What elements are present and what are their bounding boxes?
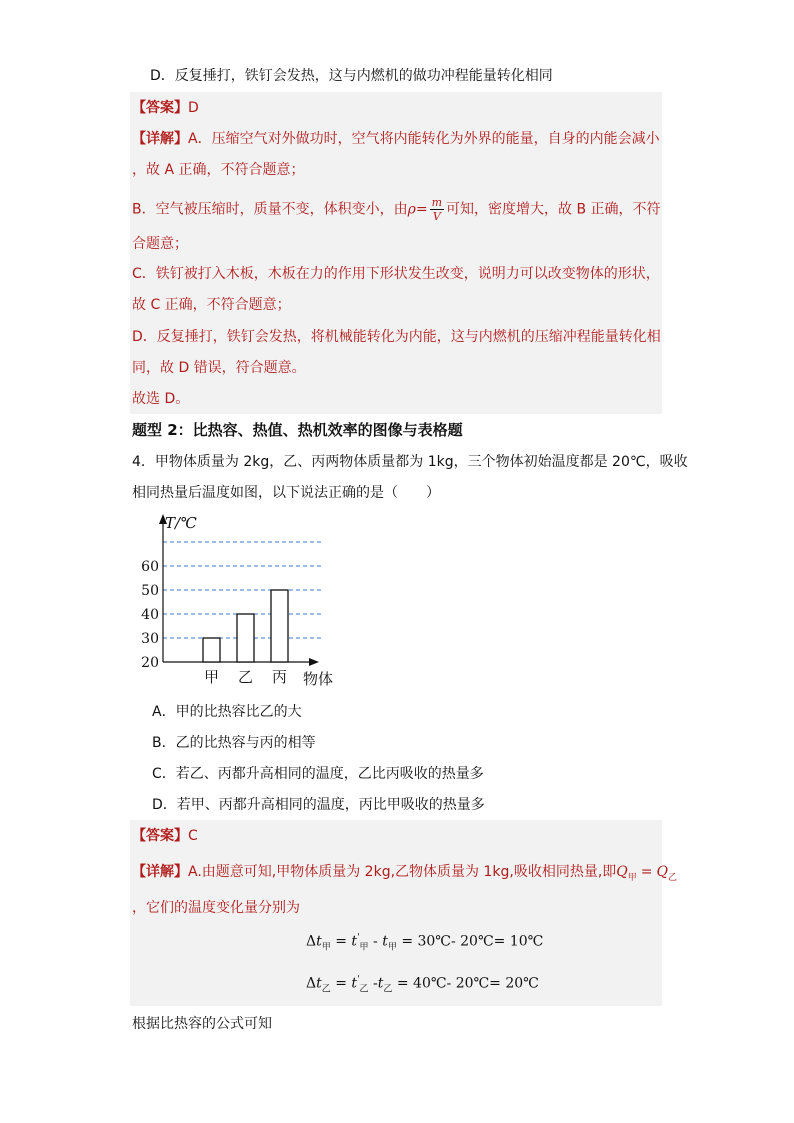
q4-answer: 【答案】C xyxy=(132,828,198,844)
x-tick-label-0: 甲 xyxy=(203,668,220,686)
bar-1 xyxy=(237,614,254,662)
detail-label: 【详解】 xyxy=(132,131,188,147)
x-tick-label-1: 乙 xyxy=(237,668,254,686)
q4-option-b: B．乙的比热容与丙的相等 xyxy=(152,735,316,751)
y-tick-label-2: 40 xyxy=(141,607,159,623)
q4-option-c: C．若乙、丙都升高相同的温度，乙比丙吸收的热量多 xyxy=(152,766,484,782)
x-tick-label-2: 丙 xyxy=(271,668,288,686)
x-axis-label: 物体 xyxy=(303,670,334,688)
q4-stem-line2: 相同热量后温度如图，以下说法正确的是（ ） xyxy=(132,485,440,501)
q4-closing: 根据比热容的公式可知 xyxy=(132,1016,272,1032)
q3-detail-a2: ，故 A 正确，不符合题意； xyxy=(132,162,305,178)
density-fraction: $\frac{m}{V}$ xyxy=(431,196,443,223)
q3-answer xyxy=(132,98,199,118)
q4-detail-line1: 【详解】A.由题意可知,甲物体质量为 2kg,乙物体质量为 1kg,吸收相同热量,即$Q_甲 = Q_乙$ xyxy=(132,864,678,883)
temperature-bar-chart xyxy=(125,508,345,688)
y-tick-label-4: 60 xyxy=(141,559,159,575)
q4-option-d: D．若甲、丙都升高相同的温度，丙比甲吸收的热量多 xyxy=(152,797,485,813)
bar-0 xyxy=(203,638,220,662)
q4-stem-line1: 4．甲物体质量为 2kg，乙、丙两物体质量都为 1kg，三个物体初始温度都是 20℃，吸收 xyxy=(132,454,688,470)
q3-detail-d2: 同，故 D 错误，符合题意。 xyxy=(132,360,306,376)
formula-delta-t-yi: $\Delta t_乙 = t'_乙$ $-t_乙$ = 40℃- 20℃= 20℃ xyxy=(306,975,539,995)
prev-option-d: D．反复捶打，铁钉会发热，这与内燃机的做功冲程能量转化相同 xyxy=(150,68,553,84)
q3-detail-c2: 故 C 正确，不符合题意； xyxy=(132,297,291,313)
q4-detail-line2: ，它们的温度变化量分别为 xyxy=(132,900,300,916)
section-title: 题型 2：比热容、热值、热机效率的图像与表格题 xyxy=(132,421,463,439)
y-axis-label: T/℃ xyxy=(165,514,197,532)
q3-conclusion: 故选 D。 xyxy=(132,391,190,407)
bar-2 xyxy=(271,590,288,662)
y-tick-label-1: 30 xyxy=(141,631,159,647)
q3-detail-d1: D．反复捶打，铁钉会发热，将机械能转化为内能，这与内燃机的压缩冲程能量转化相 xyxy=(132,329,661,345)
answer-label: 【答案】 xyxy=(132,100,188,116)
q4-option-a: A．甲的比热容比乙的大 xyxy=(152,704,302,720)
x-axis-arrow xyxy=(309,658,319,666)
q3-detail-b2: 合题意； xyxy=(132,236,188,252)
q3-detail-a1: 【详解】A．压缩空气对外做功时，空气将内能转化为外界的能量，自身的内能会减小 xyxy=(132,131,660,147)
y-tick-label-3: 50 xyxy=(141,583,159,599)
formula-delta-t-jia: $\Delta t_甲 = t'_甲 - t_甲$ = 30℃- 20℃= 10℃ xyxy=(306,933,544,953)
y-tick-label-0: 20 xyxy=(141,655,159,671)
q3-detail-c1: C．铁钉被打入木板，木板在力的作用下形状发生改变，说明力可以改变物体的形状， xyxy=(132,266,660,282)
q3-detail-b1: B．空气被压缩时，质量不变，体积变小，由ρ= $\frac{m}{V}$ 可知，密度增大，故 B 正确，不符 xyxy=(132,196,661,223)
answer-value: D xyxy=(188,100,199,116)
